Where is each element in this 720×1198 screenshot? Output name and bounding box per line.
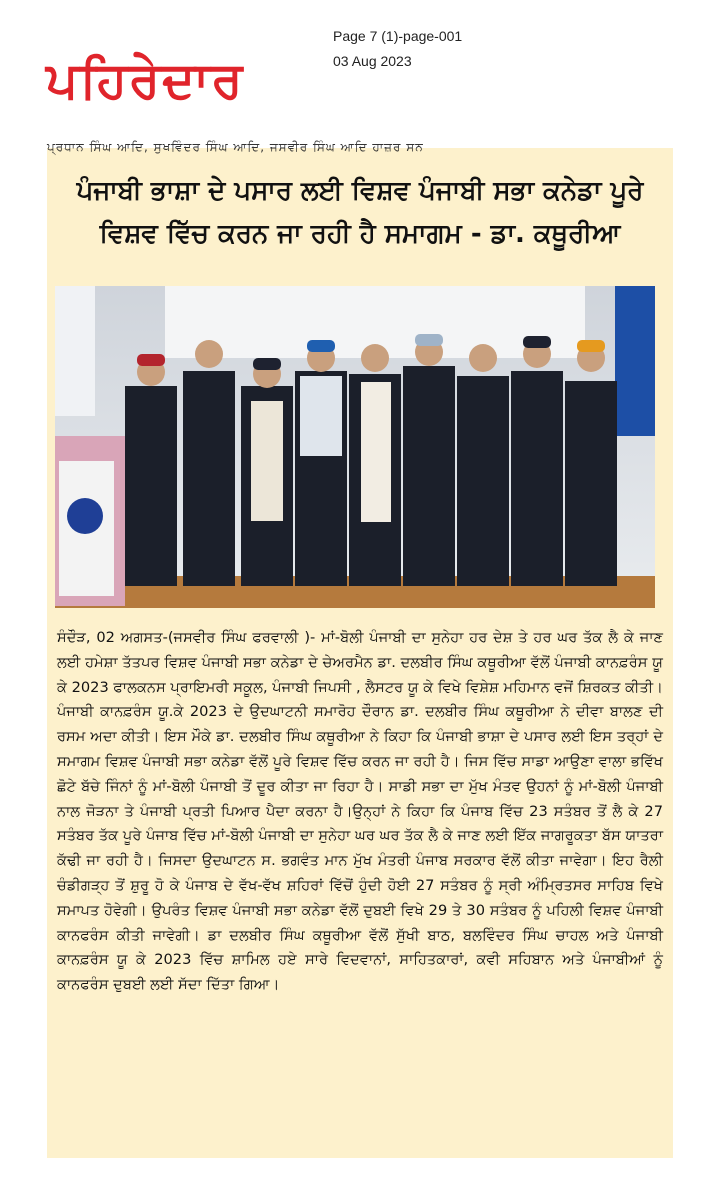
group-photo-illustration bbox=[55, 286, 655, 608]
news-clipping bbox=[47, 140, 673, 1158]
article-body: ਸੰਦੌੜ, 02 ਅਗਸਤ-(ਜਸਵੀਰ ਸਿੰਘ ਫਰਵਾਲੀ )- ਮਾਂ-ਬੋਲੀ ਪੰਜਾਬੀ ਦਾ ਸੁਨੇਹਾ ਹਰ ਦੇਸ਼ ਤੇ ਹਰ ਘਰ ਤੱਕ ਲੈ ਕੇ ਜਾਣ ਲਈ ਹਮੇਸ਼ਾ ਤੱਤਪਰ ਵਿਸ਼ਵ ਪੰਜਾਬੀ ਸਭਾ ਕਨੇਡਾ ਦੇ ਚੇਅਰਮੈਨ ਡਾ. ਦਲਬੀਰ ਸਿੰਘ ਕਥੂਰੀਆ ਵੱਲੋਂ ਪੰਜਾਬੀ ਕਾਨਫ਼ਰੰਸ ਯੂ ਕੇ 2023 ਫਾਲਕਨਸ ਪ੍ਰਾਇਮਰੀ ਸਕੂਲ, ਪੰਜਾਬੀ ਜਿਪਸੀ , ਲੈਸਟਰ ਯੂ ਕੇ ਵਿਖੇ ਵਿਸ਼ੇਸ਼ ਮਹਿਮਾਨ ਵਜੋਂ ਸ਼ਿਰਕਤ ਕੀਤੀ। ਪੰਜਾਬੀ ਕਾਨਫ਼ਰੰਸ ਯੂ.ਕੇ 2023 ਦੇ ਉਦਘਾਟਨੀ ਸਮਾਰੋਹ ਦੌਰਾਨ ਡਾ. ਦਲਬੀਰ ਸਿੰਘ ਕਥੂਰੀਆ ਨੇ ਦੀਵਾ ਬਾਲਣ ਦੀ ਰਸਮ ਅਦਾ ਕੀਤੀ। ਇਸ ਮੌਕੇ ਡਾ. ਦਲਬੀਰ ਸਿੰਘ ਕਥੂਰੀਆ ਨੇ ਕਿਹਾ ਕਿ ਪੰਜਾਬੀ ਭਾਸ਼ਾ ਦੇ ਪਸਾਰ ਲਈ ਇਸ ਤਰ੍ਹਾਂ ਦੇ ਸਮਾਗਮ ਵਿਸ਼ਵ ਪੰਜਾਬੀ ਸਭਾ ਕਨੇਡਾ ਵੱਲੋਂ ਪੂਰੇ ਵਿਸ਼ਵ ਵਿੱਚ ਕਰਨ ਜਾ ਰਹੀ ਹੈ। ਜਿਸ ਵਿੱਚ ਸਾਡਾ ਆਉਣਾ ਵਾਲਾ ਭਵਿੱਖ ਛੋਟੇ ਬੱਚੇ ਜਿੰਨਾਂ ਨੂੰ ਮਾਂ-ਬੋਲੀ ਪੰਜਾਬੀ ਤੋਂ ਦੂਰ ਕੀਤਾ ਜਾ ਰਿਹਾ ਹੈ। ਸਾਡੀ ਸਭਾ ਦਾ ਮੁੱਖ ਮੰਤਵ ਉਹਨਾਂ ਨੂੰ ਮਾਂ-ਬੋਲੀ ਪੰਜਾਬੀ ਨਾਲ ਜੋੜਨਾ ਤੇ ਪੰਜਾਬੀ ਪ੍ਰਤੀ ਪਿਆਰ ਪੈਦਾ ਕਰਨਾ ਹੈ।ਉਨ੍ਹਾਂ ਨੇ ਕਿਹਾ ਕਿ ਪੰਜਾਬ ਵਿੱਚ 23 ਸਤੰਬਰ ਤੋਂ ਲੈ ਕੇ 27 ਸਤੰਬਰ ਤੱਕ ਪੂਰੇ ਪੰਜਾਬ ਵਿੱਚ ਮਾਂ-ਬੋਲੀ ਪੰਜਾਬੀ ਦਾ ਸੁਨੇਹਾ ਘਰ ਘਰ ਤੱਕ ਲੈ ਕੇ ਜਾਣ ਲਈ ਇੱਕ ਜਾਗਰੂਕਤਾ ਬੱਸ ਯਾਤਰਾ ਕੱਢੀ ਜਾ ਰਹੀ ਹੈ। ਜਿਸਦਾ ਉਦਘਾਟਨ ਸ. ਭਗਵੰਤ ਮਾਨ ਮੁੱਖ ਮੰਤਰੀ ਪੰਜਾਬ ਸਰਕਾਰ ਵੱਲੋਂ ਕੀਤਾ ਜਾਵੇਗਾ। ਇਹ ਰੈਲੀ ਚੰਡੀਗੜ੍ਹ ਤੋਂ ਸ਼ੁਰੂ ਹੋ ਕੇ ਪੰਜਾਬ ਦੇ ਵੱਖ-ਵੱਖ ਸ਼ਹਿਰਾਂ ਵਿੱਚੋਂ ਹੁੰਦੀ ਹੋਈ 27 ਸਤੰਬਰ ਨੂੰ ਸ੍ਰੀ ਅੰਮ੍ਰਿਤਸਰ ਸਾਹਿਬ ਵਿਖੇ ਸਮਾਪਤ ਹੋਵੇਗੀ। ਉਪਰੰਤ ਵਿਸ਼ਵ ਪੰਜਾਬੀ ਸਭਾ ਕਨੇਡਾ ਵੱਲੋਂ ਦੁਬਈ ਵਿਖੇ 29 ਤੇ 30 ਸਤੰਬਰ ਨੂੰ ਪਹਿਲੀ ਵਿਸ਼ਵ ਪੰਜਾਬੀ ਕਾਨਫਰੰਸ ਕੀਤੀ ਜਾਵੇਗੀ। ਡਾ ਦਲਬੀਰ ਸਿੰਘ ਕਥੂਰੀਆ ਵੱਲੋਂ ਸੁੱਖੀ ਬਾਠ, ਬਲਵਿੰਦਰ ਸਿੰਘ ਚਾਹਲ ਅਤੇ ਪੰਜਾਬੀ ਕਾਨਫ਼ਰੰਸ ਯੂ ਕੇ 2023 ਵਿੱਚ ਸ਼ਾਮਿਲ ਹਏ ਸਾਰੇ ਵਿਦਵਾਨਾਂ, ਸਾਹਿਤਕਾਰਾਂ, ਕਵੀ ਸਹਿਬਾਨ ਅਤੇ ਪੰਜਾਬੀਆਂ ਨੂੰ ਕਾਨਫਰੰਸ ਦੁਬਈ ਲਈ ਸੱਦਾ ਦਿੱਤਾ ਗਿਆ। bbox=[57, 629, 663, 994]
page-meta bbox=[333, 24, 462, 74]
article-headline: ਪੰਜਾਬੀ ਭਾਸ਼ਾ ਦੇ ਪਸਾਰ ਲਈ ਵਿਸ਼ਵ ਪੰਜਾਬੀ ਸਭਾ ਕਨੇਡਾ ਪੂਰੇ ਵਿਸ਼ਵ ਵਿੱਚ ਕਰਨ ਜਾ ਰਹੀ ਹੈ ਸਮਾਗਮ - ਡਾ. ਕਥੂਰੀਆ bbox=[76, 176, 644, 249]
page-date: 03 Aug 2023 bbox=[333, 53, 412, 69]
cut-off-previous-line: ਪ੍ਰਧਾਨ ਸਿੰਘ ਆਦਿ, ਸੁਖਵਿੰਦਰ ਸਿੰਘ ਆਦਿ, ਜਸਵੀਰ ਸਿੰਘ ਆਦਿ ਹਾਜ਼ਰ ਸਨ bbox=[47, 140, 424, 154]
event-photo bbox=[55, 286, 655, 608]
newspaper-masthead: ਪਹਿਰੇਦਾਰ bbox=[46, 51, 245, 109]
page-label: Page 7 (1)-page-001 bbox=[333, 28, 463, 44]
